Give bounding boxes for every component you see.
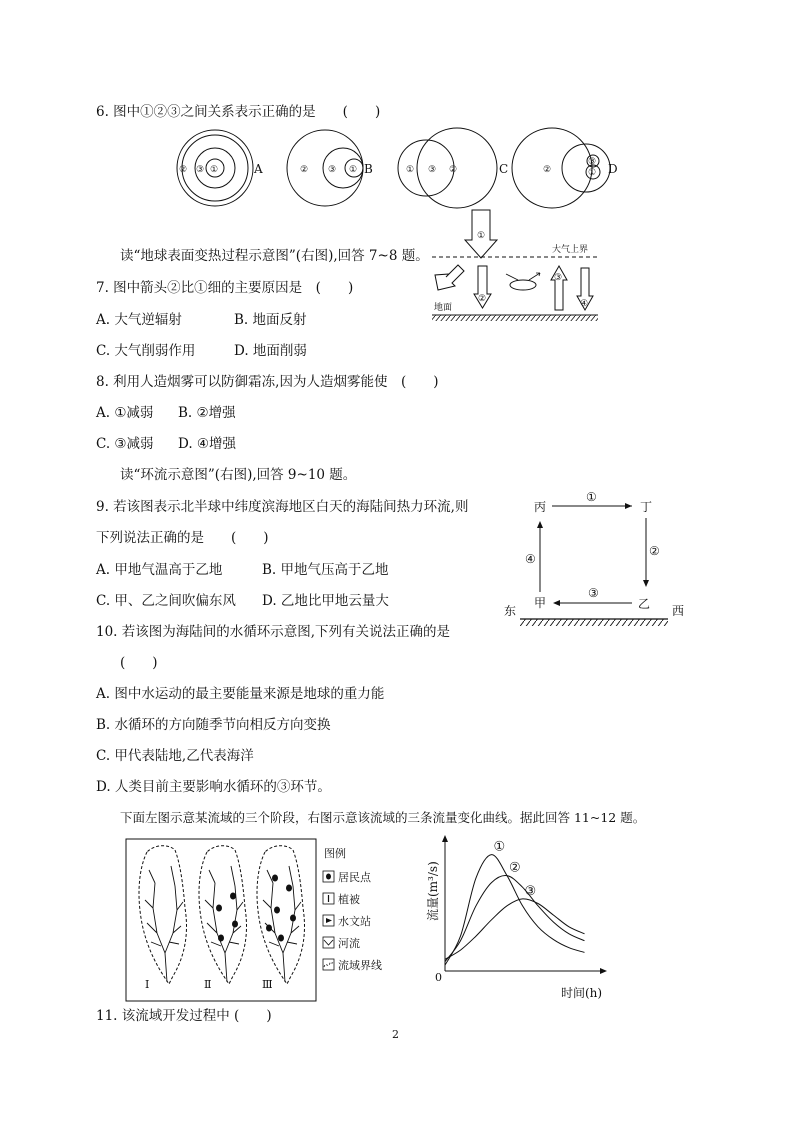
label-west: 西 xyxy=(672,604,685,618)
q8-option-d[interactable]: D. ④增强 xyxy=(178,436,237,452)
q6-option-c xyxy=(398,128,508,208)
label-east: 东 xyxy=(504,604,517,618)
q7-option-a[interactable]: A. 大气逆辐射 xyxy=(96,312,182,328)
q6-d-top: ③ xyxy=(588,157,597,167)
legend-boundary: 流域界线 xyxy=(338,959,382,972)
arrow-3-label: ③ xyxy=(554,273,563,283)
page-number: 2 xyxy=(392,1028,399,1041)
q9-option-a[interactable]: A. 甲地气温高于乙地 xyxy=(96,562,223,578)
hydro-station-icon xyxy=(326,918,332,923)
basin-stage-2 xyxy=(199,846,247,991)
q10-option-d[interactable]: D. 人类目前主要影响水循环的③环节。 xyxy=(96,779,331,795)
q6-a-mid: ③ xyxy=(196,165,205,175)
q6-option-b xyxy=(287,130,373,206)
heating-diagram xyxy=(430,208,600,323)
circulation-diagram xyxy=(500,485,690,625)
q6-figure xyxy=(0,125,794,225)
q8-stem: 8. 利用人造烟雾可以防御霜冻,因为人造烟雾能使 ( ) xyxy=(96,374,439,390)
settlement-icon xyxy=(326,874,331,880)
q6-c-mid: ③ xyxy=(428,165,437,175)
series-3-label: ③ xyxy=(524,883,537,899)
q6-c-letter: C xyxy=(499,162,509,176)
q7-option-b[interactable]: B. 地面反射 xyxy=(234,312,307,328)
arrow-4-label: ④ xyxy=(580,299,589,309)
q6-d-letter: D xyxy=(608,162,618,176)
intro-7-8: 读“地球表面变热过程示意图”(右图),回答 7~8 题。 xyxy=(120,248,429,264)
label-ding: 丁 xyxy=(640,500,653,514)
label-n4: ④ xyxy=(525,552,536,566)
q6-b-letter: B xyxy=(364,162,373,176)
q10-stem-2: ( ) xyxy=(120,655,158,671)
q6-c-right: ② xyxy=(449,165,458,175)
q10-option-a[interactable]: A. 图中水运动的最主要能量来源是地球的重力能 xyxy=(96,686,385,702)
legend-title: 图例 xyxy=(324,847,346,860)
q6-d-big: ② xyxy=(543,165,552,175)
legend-hydro-station: 水文站 xyxy=(338,915,371,928)
discharge-chart xyxy=(425,833,610,1003)
q10-option-b[interactable]: B. 水循环的方向随季节向相反方向变换 xyxy=(96,717,331,733)
boundary-icon xyxy=(324,962,333,967)
q7-option-c[interactable]: C. 大气削弱作用 xyxy=(96,343,196,359)
origin-label: 0 xyxy=(435,971,442,984)
series-2-line xyxy=(445,875,585,961)
basin-legend xyxy=(323,846,382,972)
label-n3: ③ xyxy=(588,586,599,600)
legend-vegetation: 植被 xyxy=(338,893,360,906)
intro-9-10: 读“环流示意图”(右图),回答 9~10 题。 xyxy=(120,467,357,483)
label-n2: ② xyxy=(649,544,660,558)
basin-stage-1 xyxy=(139,846,187,991)
q9-option-d[interactable]: D. 乙地比甲地云量大 xyxy=(262,593,389,609)
y-axis-label: 流量(m³/s) xyxy=(426,861,440,921)
reflected-arrow xyxy=(435,265,464,290)
q6-stem: 6. 图中①②③之间关系表示正确的是 ( ) xyxy=(96,104,381,120)
basin-stage-3 xyxy=(257,846,305,991)
q10-option-c[interactable]: C. 甲代表陆地,乙代表海洋 xyxy=(96,748,254,764)
label-n1: ① xyxy=(586,490,597,504)
q9-option-c[interactable]: C. 甲、乙之间吹偏东风 xyxy=(96,593,236,609)
arrow-2-label: ② xyxy=(478,294,487,304)
q10-stem-1: 10. 若该图为海陆间的水循环示意图,下列有关说法正确的是 xyxy=(96,624,451,640)
river-icon xyxy=(324,940,333,945)
intro-11-12: 下面左图示意某流域的三个阶段，右图示意该流域的三条流量变化曲线。据此回答 11~12 题。 xyxy=(120,810,646,825)
q6-b-outer: ② xyxy=(300,165,309,175)
atmo-top-label: 大气上界 xyxy=(552,245,589,255)
q6-b-mid: ③ xyxy=(328,165,337,175)
q11-stem: 11. 该流域开发过程中 ( ) xyxy=(96,1008,272,1024)
q6-a-inner: ① xyxy=(210,165,219,175)
q9-stem-1: 9. 若该图表示北半球中纬度滨海地区白天的海陆间热力环流,则 xyxy=(96,499,469,515)
series-2-label: ② xyxy=(509,860,521,876)
x-axis-label: 时间(h) xyxy=(561,986,603,1000)
q6-a-letter: A xyxy=(254,162,263,176)
q8-option-c[interactable]: C. ③减弱 xyxy=(96,436,154,452)
stage-2-label: Ⅱ xyxy=(204,978,212,991)
series-1-label: ① xyxy=(493,839,506,855)
q6-b-inner: ① xyxy=(349,165,358,175)
q8-option-a[interactable]: A. ①减弱 xyxy=(96,405,154,421)
arrow-1-label: ① xyxy=(477,231,486,241)
q8-option-b[interactable]: B. ②增强 xyxy=(178,405,236,421)
q6-option-d xyxy=(512,128,618,208)
label-jia: 甲 xyxy=(534,596,547,610)
ground-label: 地面 xyxy=(434,303,453,313)
stage-1-label: Ⅰ xyxy=(145,978,150,991)
q6-d-bot: ① xyxy=(588,168,597,178)
label-bing: 丙 xyxy=(534,500,547,514)
q6-a-outer: ② xyxy=(179,165,188,175)
legend-river: 河流 xyxy=(338,937,360,950)
q6-c-left: ① xyxy=(406,165,415,175)
q7-option-d[interactable]: D. 地面削弱 xyxy=(234,343,307,359)
q7-stem: 7. 图中箭头②比①细的主要原因是 ( ) xyxy=(96,280,354,296)
label-yi: 乙 xyxy=(638,597,651,611)
q6-option-a xyxy=(177,130,263,206)
q9-stem-2: 下列说法正确的是 ( ) xyxy=(96,530,269,546)
stage-3-label: Ⅲ xyxy=(262,978,273,991)
q9-option-b[interactable]: B. 甲地气压高于乙地 xyxy=(262,562,389,578)
basin-figure xyxy=(125,838,395,1003)
legend-settlement: 居民点 xyxy=(338,871,371,884)
